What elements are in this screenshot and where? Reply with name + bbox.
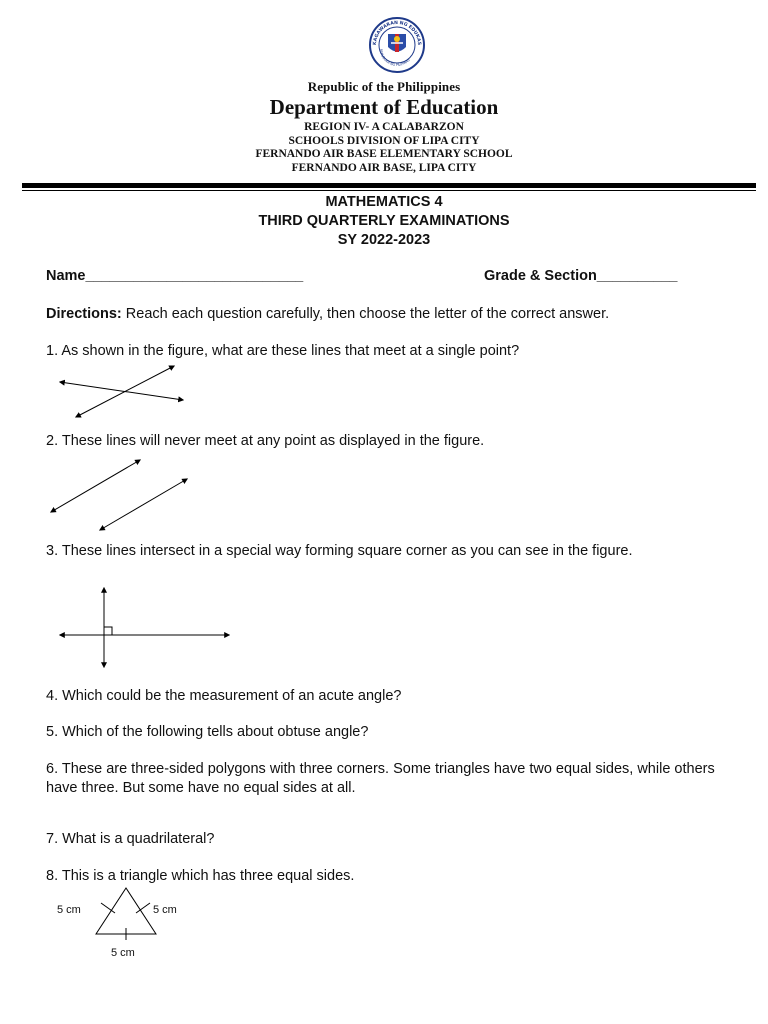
header-school: FERNANDO AIR BASE ELEMENTARY SCHOOL [255,148,513,160]
question-6: 6. These are three-sided polygons with three corners. Some triangles have two equal sides, while others have three. But some have no equal sides at all. [46,761,715,796]
header-address: FERNANDO AIR BASE, LIPA CITY [291,161,477,174]
name-field[interactable]: Name___________________________ [46,268,304,284]
triangle-right-label: 5 cm [153,904,177,916]
parallel-lines-figure [51,460,187,530]
grade-section-field[interactable]: Grade & Section__________ [484,268,678,284]
seal-bottom-text: REPUBLIKA NG PILIPINAS [378,48,411,68]
question-1: 1. As shown in the figure, what are these lines that meet at a single point? [46,343,520,359]
exam-subject: MATHEMATICS 4 [325,194,443,210]
triangle-bottom-label: 5 cm [111,947,135,959]
exam-title: THIRD QUARTERLY EXAMINATIONS [258,213,510,229]
question-4: 4. Which could be the measurement of an acute angle? [46,688,402,704]
directions-label: Directions: [46,306,122,322]
question-8: 8. This is a triangle which has three equal sides. [46,868,355,884]
header-department: Department of Education [269,95,499,119]
perpendicular-lines-figure [60,588,229,667]
header-division: SCHOOLS DIVISION OF LIPA CITY [288,134,480,147]
seal-ring-text: KAGAWARAN NG EDUKASYON [362,13,422,46]
question-5: 5. Which of the following tells about obtuse angle? [46,724,369,740]
header-region: REGION IV- A CALABARZON [304,121,464,133]
intersecting-lines-figure [60,366,183,417]
question-7: 7. What is a quadrilateral? [46,831,215,847]
question-2: 2. These lines will never meet at any point as displayed in the figure. [46,433,485,449]
equilateral-triangle-figure [96,888,156,940]
header-republic: Republic of the Philippines [307,79,461,94]
directions-text: Reach each question carefully, then choose the letter of the correct answer. [121,306,610,322]
question-3: 3. These lines intersect in a special way forming square corner as you can see in the figure. [46,543,633,559]
exam-school-year: SY 2022-2023 [337,232,431,248]
triangle-left-label: 5 cm [57,904,81,916]
